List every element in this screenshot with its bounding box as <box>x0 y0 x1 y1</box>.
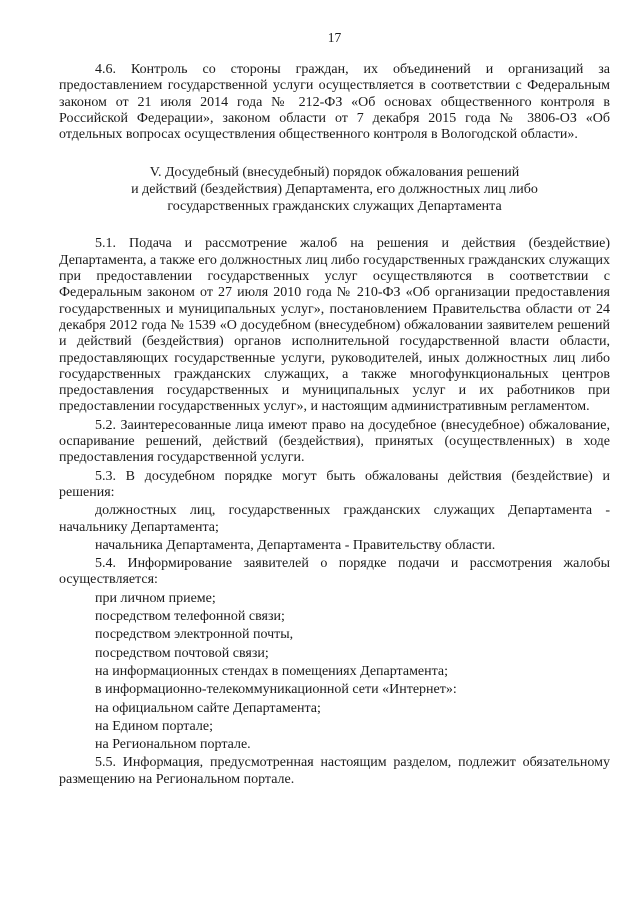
section-heading-line-2: и действий (бездействия) Департамента, его должностных лиц либо <box>131 182 538 198</box>
paragraph-5-2: 5.2. Заинтересованные лица имеют право на досудебное (внесудебное) обжалование, оспаривание решений, действий (бездействия), принятых (осуществленных) в ходе предоставления государственной услуги. <box>59 417 610 466</box>
list-item: посредством телефонной связи; <box>95 609 285 625</box>
section-heading-line-3: государственных гражданских служащих Департамента <box>167 199 502 215</box>
list-item: на Региональном портале. <box>95 737 251 753</box>
paragraph-5-1: 5.1. Подача и рассмотрение жалоб на решения и действия (бездействие) Департамента, а также его должностных лиц либо государственных гражданских служащих при предоставлении государственных услуг осуществляются в соответствии с Федеральным законом от 27 июля 2010 года № 210-ФЗ «Об организации предоставления государственных и муниципальных услуг», постановлением Правительства области от 24 декабря 2012 года № 1539 «О досудебном (внесудебном) обжаловании заявителем решений и действий (бездействия) органов исполнительной государственной власти области, предоставляющих государственные услуги, руководителей, иных должностных лиц либо государственных гражданских служащих, а также многофункциональных центров предоставления государственных и муниципальных услуг и их работников при предоставлении государственных услуг», и настоящим административным регламентом. <box>59 236 610 415</box>
list-item: на информационных стендах в помещениях Департамента; <box>95 663 449 679</box>
paragraph-5-5: 5.5. Информация, предусмотренная настоящим разделом, подлежит обязательному размещению на Региональном портале. <box>59 755 610 787</box>
section-heading-line-1: V. Досудебный (внесудебный) порядок обжалования решений <box>149 165 520 181</box>
paragraph-4-6: 4.6. Контроль со стороны граждан, их объединений и организаций за предоставлением государственной услуги осуществляется в соответствии с Федеральным законом от 21 июля 2014 года № 212-ФЗ «Об основах общественного контроля в Российской Федерации», законом области от 7 декабря 2015 года № 3806-ОЗ «Об отдельных вопросах осуществления общественного контроля в Вологодской области». <box>59 62 610 143</box>
list-item: на официальном сайте Департамента; <box>95 700 321 716</box>
list-item: на Едином портале; <box>95 718 213 734</box>
section-heading <box>59 164 610 215</box>
list-item: при личном приеме; <box>95 590 216 606</box>
list-item: посредством электронной почты, <box>95 627 294 643</box>
paragraph-5-3-item: должностных лиц, государственных гражданских служащих Департамента - начальнику Департамента; <box>59 503 610 535</box>
paragraph-5-3-item: начальника Департамента, Департамента - Правительству области. <box>95 537 496 553</box>
list-item: посредством почтовой связи; <box>95 645 269 661</box>
paragraph-5-3: 5.3. В досудебном порядке могут быть обжалованы действия (бездействие) и решения: <box>59 468 610 500</box>
page-number: 17 <box>327 30 342 45</box>
paragraph-5-4: 5.4. Информирование заявителей о порядке подачи и рассмотрения жалобы осуществляется: <box>59 556 610 588</box>
document-body <box>59 62 610 788</box>
list-item: в информационно-телекоммуникационной сети «Интернет»: <box>95 682 457 698</box>
